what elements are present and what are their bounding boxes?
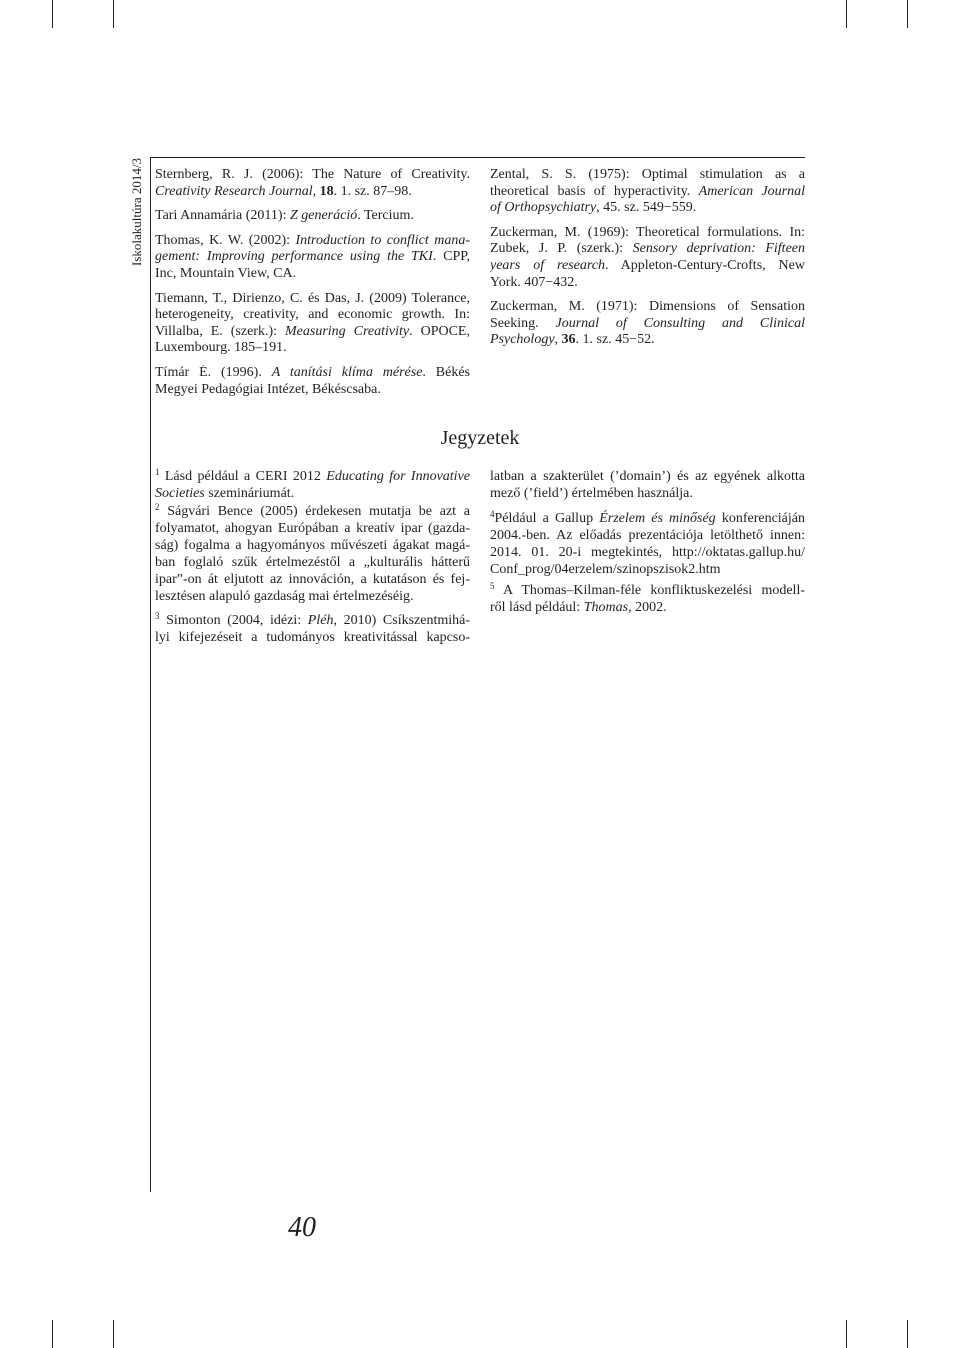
crop-mark — [846, 1320, 847, 1348]
text-line — [155, 571, 470, 588]
text-run: A Thomas–Kilman-féle konfliktuskezelési modell- — [494, 582, 805, 598]
text-line — [490, 225, 805, 242]
text-run: Villalba, E. (szerk.): — [155, 323, 285, 339]
text-line — [490, 527, 805, 544]
text-run: . OPOCE, — [409, 323, 470, 339]
notes-column-right — [490, 468, 805, 616]
text-line — [490, 200, 805, 217]
text-run: Introduction to conflict mana- — [295, 232, 470, 248]
reference-entry — [490, 225, 805, 291]
text-line — [490, 468, 805, 485]
text-line — [490, 582, 805, 599]
footnote-marker: 2 — [155, 502, 160, 512]
text-line — [155, 266, 470, 283]
text-line — [155, 612, 470, 629]
text-run: . 1. sz. 45−52. — [575, 332, 655, 348]
text-run: Érzelem és minőség — [599, 510, 716, 526]
footnote-entry — [155, 503, 470, 605]
text-line — [155, 208, 470, 225]
notes-column-left — [155, 468, 470, 646]
text-run: folyamatot, ahogyan Európában a kreatív ipar (gazda- — [155, 520, 470, 536]
text-run: . 1. sz. 87–98. — [333, 183, 412, 199]
text-run: heterogeneity, creativity, and economic growth. In: — [155, 307, 470, 323]
text-line — [490, 299, 805, 316]
footnote-entry — [155, 468, 470, 502]
text-line — [490, 167, 805, 184]
text-run: Societies — [155, 485, 205, 501]
footnote-entry — [490, 510, 805, 578]
text-run: ről lásd például: — [490, 599, 584, 615]
text-run: ban foglaló szűk értelmezéstől a „kulturális hátterű — [155, 554, 470, 570]
text-run: Conf_prog/04erzelem/szinopszisok2.htm — [490, 561, 721, 577]
crop-mark — [52, 0, 53, 28]
text-run: . Appleton-Century-Crofts, New — [604, 257, 805, 273]
text-run: Luxembourg. 185–191. — [155, 340, 287, 356]
text-run: , 45. sz. 549−559. — [596, 200, 697, 216]
text-run: A tanítási klíma mérése — [271, 364, 423, 380]
crop-mark — [846, 0, 847, 28]
text-run: Creativity Research Journal — [155, 183, 313, 199]
text-line — [490, 184, 805, 201]
references-column-right — [490, 167, 805, 349]
text-line — [155, 340, 470, 357]
reference-entry — [490, 299, 805, 349]
text-run: ság) fogalma a hagyományos művészeti ágakat magá- — [155, 537, 470, 553]
text-run: Zental, S. S. (1975): Optimal stimulation as a — [490, 167, 805, 182]
text-line — [490, 561, 805, 578]
text-run: szemináriumát. — [204, 485, 295, 501]
crop-mark — [52, 1320, 53, 1348]
frame-rule-left — [150, 157, 151, 1192]
footnote-marker: 5 — [490, 581, 495, 591]
text-run: years of research — [490, 257, 605, 273]
text-run: lesztésen alapuló gazdaság mai értelmezéséig. — [155, 588, 414, 604]
text-run: gement: Improving performance using the TKI — [155, 249, 433, 265]
references-column-left — [155, 167, 470, 398]
text-run: Psychology — [490, 332, 555, 348]
reference-entry — [155, 233, 470, 283]
text-run: Pléh — [307, 612, 334, 628]
text-line — [155, 184, 470, 201]
text-line — [155, 307, 470, 324]
text-run: . Tercium. — [357, 208, 414, 224]
text-run: lyi kifejezéseit a tudományos kreativitással kapcso- — [155, 629, 470, 645]
text-run: Zuckerman, M. (1969): Theoretical formulations. In: — [490, 224, 805, 240]
text-run: Zuckerman, M. (1971): Dimensions of Sensation — [490, 299, 805, 315]
text-run: Thomas — [583, 599, 629, 615]
text-line — [490, 510, 805, 527]
reference-entry — [155, 167, 470, 200]
text-line — [155, 324, 470, 341]
text-run: Tímár É. (1996). — [155, 364, 272, 380]
text-line — [155, 588, 470, 605]
crop-mark — [113, 1320, 114, 1348]
reference-entry — [155, 291, 470, 357]
text-run: Ságvári Bence (2005) érdekesen mutatja be azt a — [159, 503, 470, 519]
text-run: theoretical basis of hyperactivity. — [490, 183, 699, 199]
text-run: . Békés — [422, 364, 470, 380]
text-run: Sensory deprivation: Fifteen — [632, 241, 805, 257]
text-line — [155, 537, 470, 554]
text-run: Educating for Innovative — [326, 468, 470, 484]
text-run: Tiemann, T., Dirienzo, C. és Das, J. (2009) Tolerance, — [155, 290, 470, 306]
footnote-marker: 1 — [155, 467, 160, 477]
text-line — [490, 485, 805, 502]
text-line — [490, 544, 805, 561]
text-run: American Journal — [698, 183, 805, 199]
text-line — [490, 599, 805, 616]
notes-heading: Jegyzetek — [440, 427, 520, 449]
text-run: konferenciáján — [715, 510, 805, 526]
text-line — [490, 275, 805, 292]
text-run: of Orthopsychiatry — [490, 200, 597, 216]
page-number: 40 — [288, 1212, 316, 1243]
text-run: latban a szakterület (’domain’) és az egyének alkotta — [490, 468, 805, 484]
text-run: York. 407−432. — [490, 274, 578, 290]
text-line — [155, 233, 470, 250]
text-line — [155, 291, 470, 308]
text-run: 2004.-ben. Az előadás prezentációja letölthető innen: — [490, 527, 805, 543]
frame-rule-top — [150, 157, 805, 158]
text-run: Tari Annamária (2011): — [155, 208, 290, 224]
text-run: , — [312, 183, 320, 199]
crop-mark — [907, 0, 908, 28]
text-run: Inc, Mountain View, CA. — [155, 265, 297, 281]
text-run: Lásd például a CERI 2012 — [159, 468, 327, 484]
text-line — [155, 520, 470, 537]
running-head: Iskolakultúra 2014/3 — [129, 158, 144, 266]
text-line — [155, 468, 470, 485]
text-run: , 2002. — [628, 599, 667, 615]
text-line — [490, 258, 805, 275]
text-run: Z generáció — [289, 208, 358, 224]
text-line — [155, 249, 470, 266]
reference-entry — [155, 365, 470, 398]
footnote-entry — [155, 612, 470, 646]
text-run: . CPP, — [432, 249, 470, 265]
text-run: Journal of Consulting and Clinical — [555, 315, 805, 331]
text-run: Measuring Creativity — [285, 323, 410, 339]
footnote-entry — [490, 582, 805, 616]
footnote-entry — [490, 468, 805, 502]
text-run: 18 — [319, 183, 334, 199]
text-line — [490, 316, 805, 333]
reference-entry — [490, 167, 805, 217]
footnote-marker: 3 — [155, 611, 160, 621]
text-run: mező (’field’) értelmében használja. — [490, 485, 693, 501]
text-line — [155, 554, 470, 571]
text-run: 36 — [561, 332, 576, 348]
text-line — [155, 167, 470, 184]
text-run: ipar”-on át eljutott az innováción, a kutatáson és fej- — [155, 571, 470, 587]
text-run: , — [554, 332, 562, 348]
text-line — [490, 332, 805, 349]
text-line — [155, 365, 470, 382]
text-run: Seeking. — [490, 315, 556, 331]
crop-mark — [113, 0, 114, 28]
text-run: Zubek, J. P. (szerk.): — [490, 241, 633, 257]
text-run: Megyei Pedagógiai Intézet, Békéscsaba. — [155, 381, 381, 397]
footnote-marker: 4 — [490, 509, 495, 519]
text-run: Thomas, K. W. (2002): — [155, 232, 296, 248]
text-run: , 2010) Csíkszentmihá- — [333, 612, 470, 628]
text-line — [490, 241, 805, 258]
text-line — [155, 382, 470, 399]
reference-entry — [155, 208, 470, 225]
text-line — [155, 503, 470, 520]
crop-mark — [907, 1320, 908, 1348]
text-run: Sternberg, R. J. (2006): The Nature of Creativity. — [155, 167, 470, 182]
text-line — [155, 629, 470, 646]
text-run: 2014. 01. 20-i megtekintés, http://oktatas.gallup.hu/ — [490, 544, 805, 560]
text-run: Simonton (2004, idézi: — [159, 612, 308, 628]
text-line — [155, 485, 470, 502]
text-run: Például a Gallup — [494, 510, 600, 526]
